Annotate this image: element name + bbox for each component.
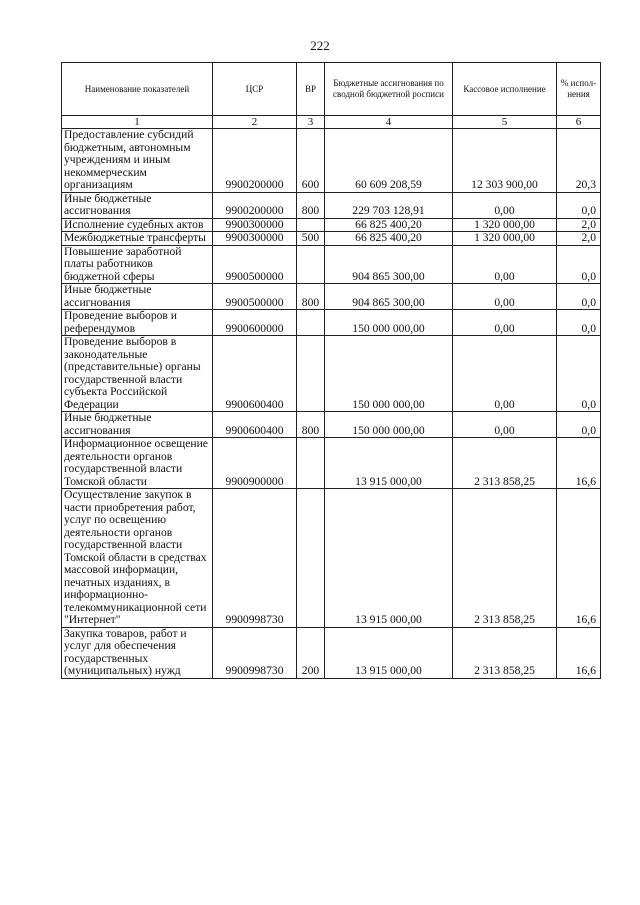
row-assigned: 66 825 400,20 — [325, 232, 453, 246]
row-vr: 500 — [297, 232, 325, 246]
table-row — [62, 627, 601, 678]
header-vr: ВР — [297, 63, 325, 116]
column-number: 3 — [297, 116, 325, 129]
row-percent: 0,0 — [557, 245, 601, 284]
budget-execution-table — [61, 62, 601, 679]
table-row — [62, 284, 601, 310]
row-name: Закупка товаров, работ и услуг для обеспечения государственных (муниципальных) нужд — [62, 627, 213, 678]
row-cash: 2 313 858,25 — [453, 438, 557, 489]
row-cash: 0,00 — [453, 192, 557, 218]
row-assigned: 13 915 000,00 — [325, 489, 453, 628]
row-percent: 0,0 — [557, 284, 601, 310]
row-name: Предоставление субсидий бюджетным, автономным учреждениям и иным некоммерческим организациям — [62, 129, 213, 193]
column-number: 6 — [557, 116, 601, 129]
row-assigned: 13 915 000,00 — [325, 627, 453, 678]
table-row — [62, 245, 601, 284]
table-row — [62, 336, 601, 412]
row-name: Повышение заработной платы работников бюджетной сферы — [62, 245, 213, 284]
row-percent: 2,0 — [557, 218, 601, 232]
row-name: Иные бюджетные ассигнования — [62, 192, 213, 218]
row-name: Осуществление закупок в части приобретения работ, услуг по освещению деятельности органов государственной власти Томской области в средствах массовой информации, печатных изданиях, в информационно-телекоммуникационной сети "Интернет" — [62, 489, 213, 628]
row-csr: 9900300000 — [213, 232, 297, 246]
page-number: 222 — [310, 38, 330, 53]
row-name: Исполнение судебных актов — [62, 218, 213, 232]
row-vr — [297, 336, 325, 412]
row-vr — [297, 438, 325, 489]
row-csr: 9900500000 — [213, 245, 297, 284]
column-number: 1 — [62, 116, 213, 129]
row-vr: 200 — [297, 627, 325, 678]
row-name: Межбюджетные трансферты — [62, 232, 213, 246]
row-assigned: 60 609 208,59 — [325, 129, 453, 193]
row-cash: 2 313 858,25 — [453, 627, 557, 678]
table-row — [62, 218, 601, 232]
row-cash: 1 320 000,00 — [453, 218, 557, 232]
row-percent: 20,3 — [557, 129, 601, 193]
row-cash: 0,00 — [453, 336, 557, 412]
row-percent: 16,6 — [557, 627, 601, 678]
row-cash: 1 320 000,00 — [453, 232, 557, 246]
table-row — [62, 310, 601, 336]
table-row — [62, 412, 601, 438]
row-vr — [297, 310, 325, 336]
row-assigned: 66 825 400,20 — [325, 218, 453, 232]
row-assigned: 150 000 000,00 — [325, 336, 453, 412]
row-name: Иные бюджетные ассигнования — [62, 284, 213, 310]
row-csr: 9900600400 — [213, 412, 297, 438]
row-vr: 600 — [297, 129, 325, 193]
row-name: Проведение выборов и референдумов — [62, 310, 213, 336]
row-cash: 12 303 900,00 — [453, 129, 557, 193]
row-name: Проведение выборов в законодательные (представительные) органы государственной власти субъекта Российской Федерации — [62, 336, 213, 412]
row-csr: 9900998730 — [213, 489, 297, 628]
row-cash: 0,00 — [453, 412, 557, 438]
table-row — [62, 129, 601, 193]
row-vr — [297, 489, 325, 628]
row-vr — [297, 245, 325, 284]
row-assigned: 904 865 300,00 — [325, 245, 453, 284]
row-percent: 2,0 — [557, 232, 601, 246]
row-csr: 9900600000 — [213, 310, 297, 336]
row-assigned: 13 915 000,00 — [325, 438, 453, 489]
row-csr: 9900998730 — [213, 627, 297, 678]
row-assigned: 904 865 300,00 — [325, 284, 453, 310]
row-percent: 0,0 — [557, 336, 601, 412]
table-row — [62, 192, 601, 218]
header-percent: % испол-нения — [557, 63, 601, 116]
row-name: Информационное освещение деятельности органов государственной власти Томской области — [62, 438, 213, 489]
table-row — [62, 438, 601, 489]
row-vr: 800 — [297, 284, 325, 310]
row-csr: 9900500000 — [213, 284, 297, 310]
header-assignments: Бюджетные ассигнования по сводной бюджетной росписи — [325, 63, 453, 116]
row-percent: 16,6 — [557, 489, 601, 628]
row-csr: 9900200000 — [213, 129, 297, 193]
table-header-row — [62, 63, 601, 116]
row-cash: 0,00 — [453, 245, 557, 284]
row-cash: 0,00 — [453, 284, 557, 310]
column-number-row — [62, 116, 601, 129]
header-cash: Кассовое исполнение — [453, 63, 557, 116]
table-row — [62, 489, 601, 628]
row-percent: 0,0 — [557, 192, 601, 218]
row-csr: 9900600400 — [213, 336, 297, 412]
row-assigned: 229 703 128,91 — [325, 192, 453, 218]
row-assigned: 150 000 000,00 — [325, 310, 453, 336]
column-number: 4 — [325, 116, 453, 129]
row-csr: 9900900000 — [213, 438, 297, 489]
row-csr: 9900300000 — [213, 218, 297, 232]
column-number: 5 — [453, 116, 557, 129]
header-csr: ЦСР — [213, 63, 297, 116]
column-number: 2 — [213, 116, 297, 129]
row-vr: 800 — [297, 412, 325, 438]
row-vr — [297, 218, 325, 232]
row-cash: 2 313 858,25 — [453, 489, 557, 628]
row-csr: 9900200000 — [213, 192, 297, 218]
row-percent: 0,0 — [557, 310, 601, 336]
row-cash: 0,00 — [453, 310, 557, 336]
header-name: Наименование показателей — [62, 63, 213, 116]
table-row — [62, 232, 601, 246]
row-percent: 16,6 — [557, 438, 601, 489]
row-percent: 0,0 — [557, 412, 601, 438]
row-name: Иные бюджетные ассигнования — [62, 412, 213, 438]
row-assigned: 150 000 000,00 — [325, 412, 453, 438]
row-vr: 800 — [297, 192, 325, 218]
